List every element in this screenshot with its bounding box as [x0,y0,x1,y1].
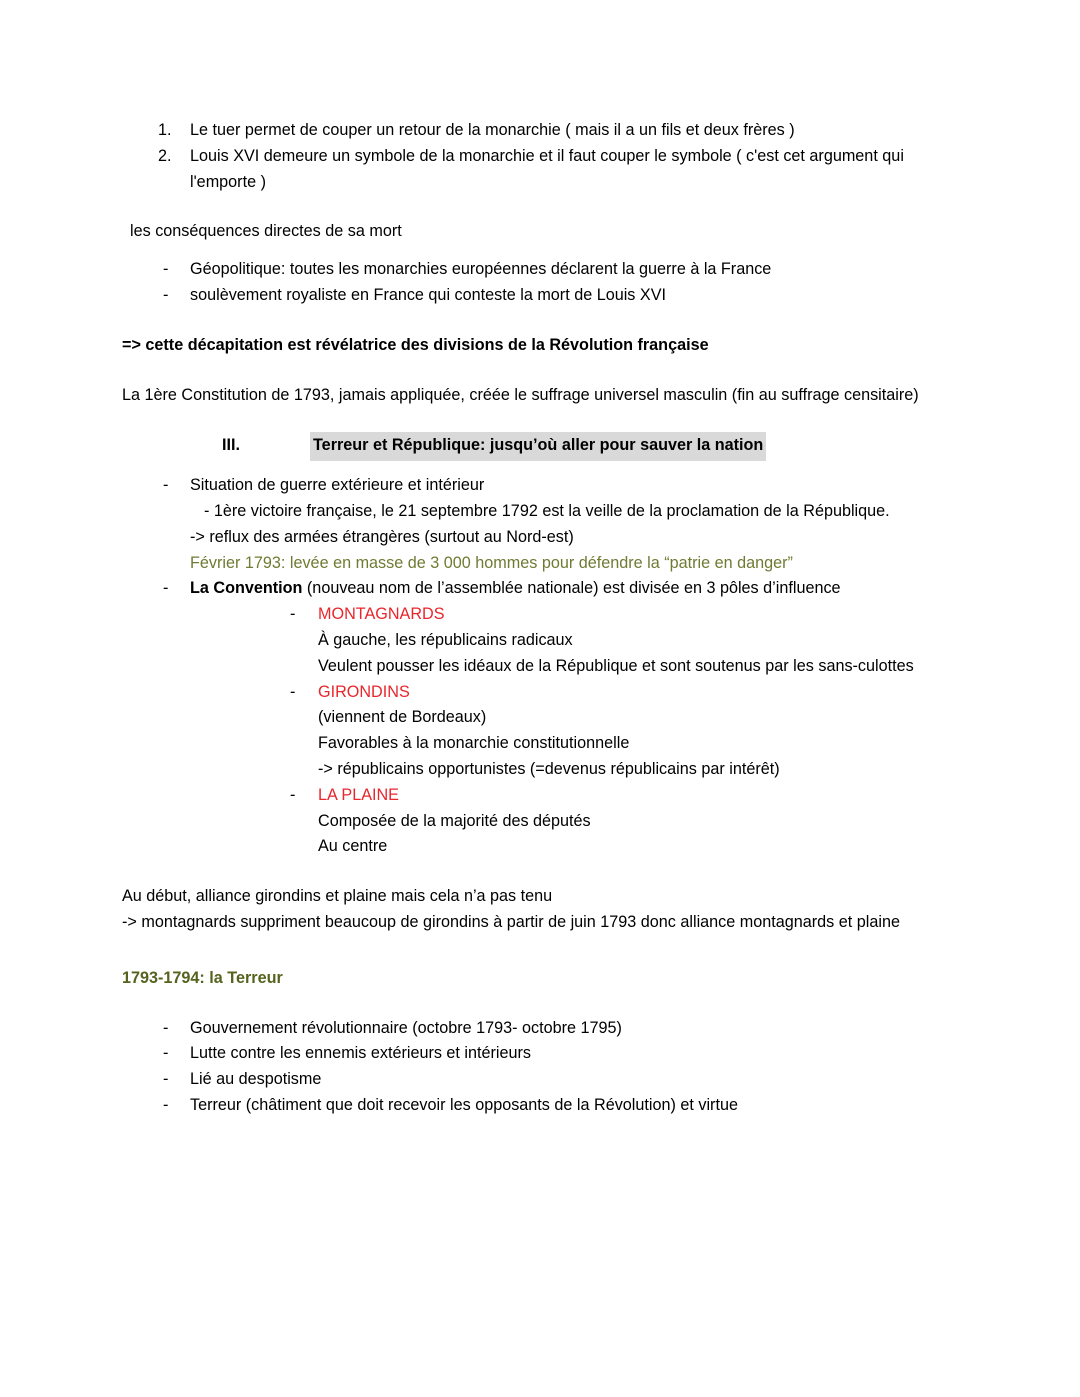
pole-name: GIRONDINS [318,682,410,701]
alliance-paragraph [122,884,958,936]
section-title: Terreur et République: jusqu’où aller pour sauver la nation [310,432,766,461]
dash-bullet-icon: - [163,285,169,304]
dash-bullet-icon: - [163,1018,169,1037]
list-item [122,1093,958,1119]
dash-bullet-icon: - [163,579,169,598]
dash-bullet-icon: - [163,1095,169,1114]
dash-bullet-icon: - [163,476,169,495]
dash-bullet-icon: - [163,1044,169,1063]
pole-detail: Veulent pousser les idéaux de la République et sont soutenus par les sans-culottes [318,656,914,675]
dash-bullet-icon: - [290,785,296,804]
list-item-text: Terreur (châtiment que doit recevoir les opposants de la Révolution) et virtue [190,1095,738,1114]
poles-list [190,602,958,860]
list-marker: 1. [158,121,172,139]
situation-reflux-line: -> reflux des armées étrangères (surtout au Nord-est) [190,527,574,546]
list-item-text: Gouvernement révolutionnaire (octobre 1793- octobre 1795) [190,1018,622,1037]
list-item-text: soulèvement royaliste en France qui conteste la mort de Louis XVI [190,285,666,304]
pole-name: LA PLAINE [318,785,399,804]
list-item-text: Lié au despotisme [190,1070,322,1089]
pole-detail: (viennent de Bordeaux) [318,708,487,727]
list-item-text: Le tuer permet de couper un retour de la monarchie ( mais il a un fils et deux frères ) [190,121,795,139]
pole-detail: Favorables à la monarchie constitutionnelle [318,734,630,753]
numbered-list [122,118,958,195]
consequences-intro: les conséquences directes de sa mort [130,222,402,241]
constitution-paragraph: La 1ère Constitution de 1793, jamais appliquée, créée le suffrage universel masculin (fin au suffrage censitaire) [122,385,919,404]
spacer [122,860,958,884]
list-item [122,1016,958,1042]
list-item [250,602,958,679]
dash-bullet-icon: - [163,1070,169,1089]
list-item [122,144,958,196]
spacer [122,992,958,1016]
pole-detail: À gauche, les républicains radicaux [318,630,573,649]
convention-line [190,576,958,602]
list-item [122,576,958,860]
terreur-heading: 1793-1794: la Terreur [122,968,283,987]
list-item [122,118,958,144]
spacer [122,245,958,257]
alliance-line-1: Au début, alliance girondins et plaine mais cela n’a pas tenu [122,887,553,906]
situation-list [122,473,958,860]
list-item-text: Lutte contre les ennemis extérieurs et intérieurs [190,1044,532,1063]
spacer [122,309,958,333]
pole-detail: -> républicains opportunistes (=devenus républicains par intérêt) [318,759,780,778]
convention-rest: (nouveau nom de l’assemblée nationale) est divisée en 3 pôles d’influence [302,579,841,598]
pole-detail: Composée de la majorité des députés [318,811,591,830]
spacer [122,936,958,966]
convention-bold-lead: La Convention [190,579,303,598]
spacer [122,461,958,473]
spacer [122,408,958,432]
list-item [122,1041,958,1067]
conclusion-arrow-line: => cette décapitation est révélatrice des divisions de la Révolution française [122,335,709,354]
list-item-text: Géopolitique: toutes les monarchies européennes déclarent la guerre à la France [190,260,772,279]
list-item-text: Louis XVI demeure un symbole de la monarchie et il faut couper le symbole ( c'est cet argument qui l'emporte ) [190,146,904,191]
alliance-line-2: -> montagnards suppriment beaucoup de girondins à partir de juin 1793 donc alliance montagnards et plaine [122,912,900,931]
list-marker: 2. [158,146,172,165]
section-heading [122,432,958,461]
spacer [122,195,958,219]
list-item [122,1067,958,1093]
dash-bullet-icon: - [290,682,296,701]
list-item [122,283,958,309]
list-item [250,680,958,783]
situation-green-line: Février 1793: levée en masse de 3 000 hommes pour défendre la “patrie en danger” [190,553,793,572]
dash-bullet-icon: - [290,605,296,624]
list-item [122,473,958,576]
section-numeral: III. [222,436,240,455]
spacer [122,359,958,383]
pole-detail: Au centre [318,837,388,856]
pole-name: MONTAGNARDS [318,605,445,624]
dash-bullet-icon: - [163,260,169,279]
situation-bullet-text: Situation de guerre extérieure et intérieur [190,476,485,495]
document-body [122,118,958,1119]
terreur-bullets [122,1016,958,1119]
list-item [122,257,958,283]
list-item [250,783,958,860]
situation-victory-line: - 1ère victoire française, le 21 septembre 1792 est la veille de la proclamation de la République. [204,501,890,520]
consequences-bullets [122,257,958,309]
